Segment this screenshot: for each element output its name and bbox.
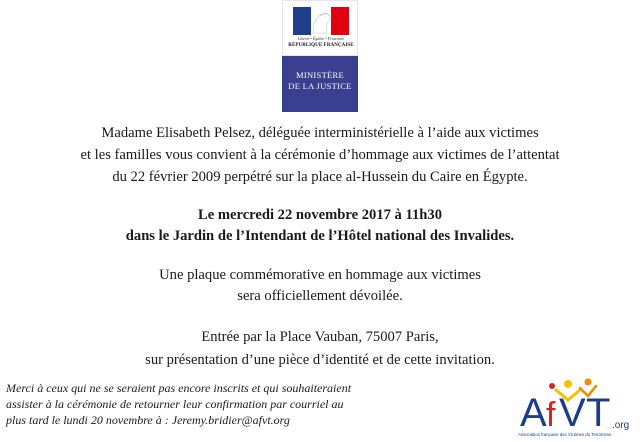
plaque-announcement	[0, 265, 640, 307]
afvt-wordmark-icon	[518, 376, 636, 432]
intro-line-3: du 22 février 2009 perpétré sur la place al-Hussein du Caire en Égypte.	[112, 169, 528, 185]
ministere-panel	[282, 56, 358, 112]
entree-line-1: Entrée par la Place Vauban, 75007 Paris,	[201, 329, 439, 345]
plaque-line-1: Une plaque commémorative en hommage aux victimes	[159, 267, 481, 283]
logo-motto: Liberté • Égalité • Fraternité	[297, 36, 345, 41]
logo-republique: RÉPUBLIQUE FRANÇAISE	[288, 43, 354, 48]
ministere-justice-logo	[282, 0, 358, 112]
invitation-intro	[0, 122, 640, 188]
afvt-tagline: Association française des Victimes du Terrorisme	[518, 432, 612, 437]
ministere-line-1: MINISTÈRE	[295, 70, 345, 80]
afvt-suffix: .org	[612, 420, 630, 431]
intro-line-1: Madame Elisabeth Pelsez, déléguée interministérielle à l’aide aux victimes	[101, 125, 539, 141]
intro-line-2: et les familles vous convient à la cérémonie d’hommage aux victimes de l’attentat	[80, 147, 560, 163]
event-details	[0, 205, 640, 247]
event-date: Le mercredi 22 novembre 2017 à 11h30	[197, 207, 443, 223]
afvt-logo	[518, 376, 636, 440]
entree-line-2: sur présentation d’une pièce d’identité et de cette invitation.	[145, 352, 495, 368]
note-line-2: assister à la cérémonie de retourner leur confirmation par courriel au	[6, 397, 344, 411]
event-location: dans le Jardin de l’Intendant de l’Hôtel national des Invalides.	[125, 228, 515, 244]
svg-text:f: f	[546, 396, 556, 432]
note-line-3: plus tard le lundi 20 novembre à : Jeremy.bridier@afvt.org	[6, 413, 290, 427]
plaque-line-2: sera officiellement dévoilée.	[237, 288, 403, 304]
svg-text:T: T	[586, 391, 611, 432]
note-line-1: Merci à ceux qui ne se seraient pas encore inscrits et qui souhaiteraient	[6, 381, 352, 395]
svg-text:A: A	[520, 391, 547, 432]
marianne-flag-icon	[293, 7, 349, 35]
entrance-info	[0, 326, 640, 372]
rsvp-note	[6, 380, 436, 428]
svg-text:V: V	[559, 391, 586, 432]
marianne-emblem	[282, 0, 358, 56]
ministere-title	[282, 70, 358, 92]
ministere-line-2: DE LA JUSTICE	[288, 81, 352, 91]
